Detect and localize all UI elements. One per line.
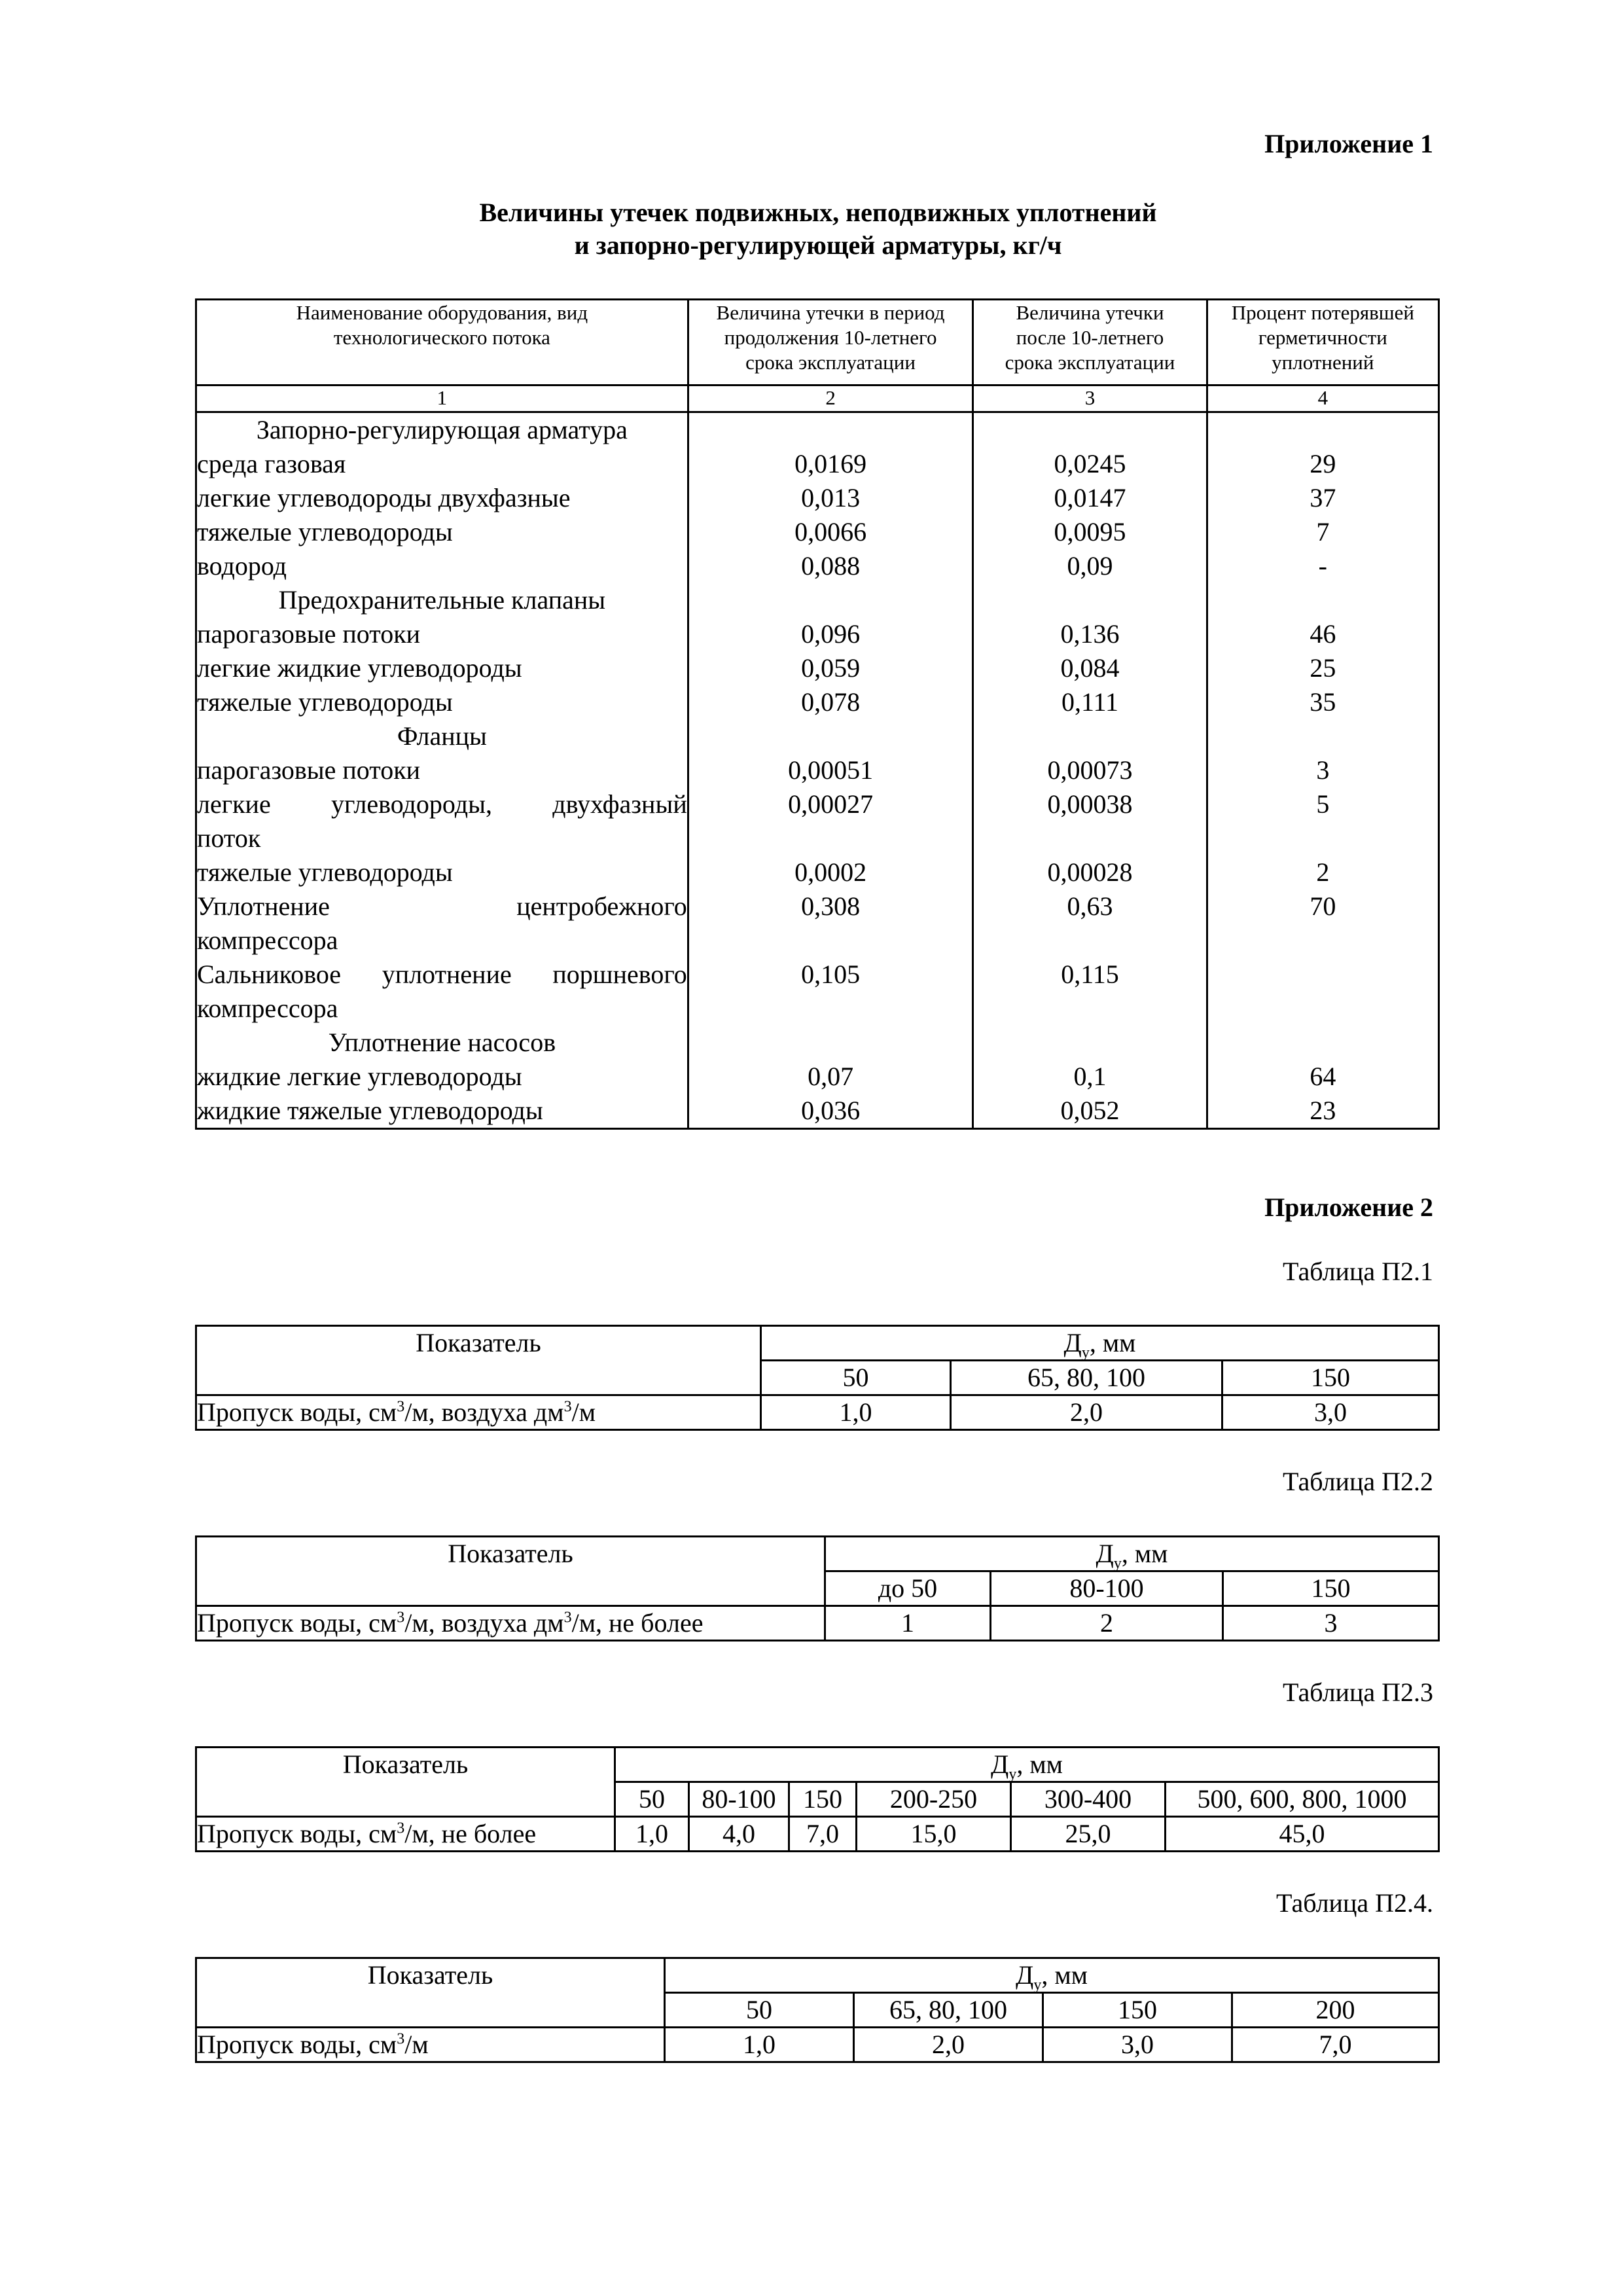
du-letter: Д: [1016, 1960, 1034, 1990]
value-cell: 0,111: [1061, 687, 1119, 717]
value-cell: 4,0: [689, 1817, 789, 1852]
group-heading: Уплотнение насосов: [328, 1028, 556, 1057]
value-cell: 70: [1310, 891, 1336, 921]
wrap-spacer: [1208, 992, 1438, 1026]
value-cell: 0,00038: [1047, 789, 1133, 819]
du-subscript: у: [1113, 1555, 1122, 1572]
column-header: 150: [1043, 1993, 1232, 2028]
value-cell: 2: [1316, 857, 1330, 887]
value-cell: 1,0: [615, 1817, 689, 1852]
value-cell: 45,0: [1166, 1817, 1439, 1852]
leakage-table: [195, 298, 1440, 1130]
label-superscript: 3: [397, 1398, 405, 1416]
table-label: Таблица П2.4.: [1276, 1888, 1433, 1918]
header-line: срока эксплуатации: [1005, 351, 1175, 374]
row-name: водород: [197, 551, 287, 581]
appendix-2-title: Приложение 2: [1264, 1193, 1433, 1222]
column-header: 50: [761, 1361, 951, 1395]
value-cell: 1: [825, 1606, 991, 1641]
value-cell: 29: [1310, 449, 1336, 478]
table-p2-2: [195, 1535, 1440, 1641]
table-p2-3: [195, 1746, 1440, 1852]
du-letter: Д: [991, 1749, 1009, 1779]
column-header: 200-250: [857, 1782, 1011, 1817]
label-part: /м, не более: [404, 1819, 537, 1848]
label-part: /м: [571, 1397, 596, 1427]
header-line: Величина утечки: [1016, 301, 1164, 324]
row-name-line: [197, 787, 687, 821]
label-part: /м, воздуха дм: [404, 1608, 564, 1638]
header-line: технологического потока: [333, 326, 550, 349]
value-cell: 2,0: [854, 2028, 1043, 2062]
caption-line-2: и запорно-регулирующей арматуры, кг/ч: [574, 230, 1062, 260]
du-header: [665, 1958, 1439, 1993]
table-body: [196, 412, 1439, 1129]
value-cell: 3,0: [1043, 2028, 1232, 2062]
indicator-header: Показатель: [196, 1326, 761, 1395]
column-number: 3: [973, 386, 1207, 412]
value-cell: 0,00027: [788, 789, 874, 819]
du-unit: , мм: [1016, 1749, 1063, 1779]
wrap-spacer: [974, 992, 1205, 1026]
value-cell: 0,63: [1067, 891, 1113, 921]
value-cell: [1208, 583, 1438, 617]
value-cell: [1208, 413, 1438, 447]
row-label: [196, 1395, 761, 1430]
header-percent: [1207, 300, 1438, 386]
value-cell: 0,052: [1060, 1096, 1120, 1125]
header-line: после 10-летнего: [1016, 326, 1164, 349]
label-superscript: 3: [397, 1609, 405, 1626]
label-superscript: 3: [397, 1820, 405, 1837]
du-unit: , мм: [1121, 1539, 1168, 1568]
column-header: до 50: [825, 1571, 991, 1606]
wrap-spacer: [1208, 924, 1438, 958]
column-header: 150: [1223, 1571, 1439, 1606]
row-name: жидкие легкие углеводороды: [197, 1062, 522, 1091]
value-cell: -: [1318, 551, 1327, 581]
column-header: 150: [1222, 1361, 1439, 1395]
caption-line-1: Величины утечек подвижных, неподвижных уплотнений: [479, 198, 1157, 227]
wrap-spacer: [689, 992, 972, 1026]
value-cell: 0,084: [1060, 653, 1120, 683]
value-cell: 37: [1310, 483, 1336, 512]
header-line: Величина утечки в период: [716, 301, 945, 324]
header-line: Наименование оборудования, вид: [296, 301, 588, 324]
value-cell: 0,07: [808, 1062, 854, 1091]
row-name: парогазовые потоки: [197, 755, 421, 785]
wrap-spacer: [689, 821, 972, 855]
du-header: [615, 1748, 1439, 1782]
value-cell: [974, 1026, 1205, 1060]
label-superscript: 3: [563, 1398, 572, 1416]
wrap-spacer: [974, 924, 1205, 958]
label-part: /м: [404, 2030, 429, 2059]
value-cell: [974, 719, 1205, 753]
column-header: 50: [665, 1993, 854, 2028]
column-header: 80-100: [689, 1782, 789, 1817]
column-header: 50: [615, 1782, 689, 1817]
indicator-header: Показатель: [196, 1537, 825, 1606]
value-cell: 0,013: [801, 483, 861, 512]
du-unit: , мм: [1041, 1960, 1088, 1990]
label-part: /м, воздуха дм: [404, 1397, 564, 1427]
value-cell: 0,096: [801, 619, 861, 649]
column-header: 300-400: [1011, 1782, 1166, 1817]
value-cell: 5: [1316, 789, 1330, 819]
value-cell: 3,0: [1222, 1395, 1439, 1430]
value-cell: 2: [991, 1606, 1223, 1641]
du-letter: Д: [1063, 1328, 1082, 1357]
value-cell: 3: [1223, 1606, 1439, 1641]
row-name-line: [197, 889, 687, 924]
label-part: Пропуск воды, см: [197, 2030, 397, 2059]
value-cell: 25,0: [1011, 1817, 1166, 1852]
label-part: Пропуск воды, см: [197, 1608, 397, 1638]
value-cell: 0,0095: [1054, 517, 1126, 547]
header-line: Процент потерявшей: [1231, 301, 1414, 324]
leak-after-column: [973, 412, 1207, 1129]
row-name: парогазовые потоки: [197, 619, 421, 649]
word: поршневого: [552, 960, 687, 989]
column-number: 1: [196, 386, 688, 412]
word: Сальниковое: [197, 960, 342, 989]
row-name-line: компрессора: [197, 925, 338, 955]
row-name: легкие углеводороды двухфазные: [197, 483, 571, 512]
row-name: легкие жидкие углеводороды: [197, 653, 522, 683]
value-cell: 0,036: [801, 1096, 861, 1125]
label-superscript: 3: [397, 2030, 405, 2048]
value-cell: 0,105: [801, 960, 861, 989]
label-part: /м, не более: [571, 1608, 704, 1638]
value-cell: 25: [1310, 653, 1336, 683]
column-number: 4: [1207, 386, 1438, 412]
row-label: [196, 1817, 615, 1852]
word: легкие: [197, 789, 271, 819]
label-part: Пропуск воды, см: [197, 1819, 397, 1848]
value-cell: [689, 719, 972, 753]
leak-before-column: [688, 412, 973, 1129]
header-line: уплотнений: [1272, 351, 1374, 374]
label-superscript: 3: [563, 1609, 572, 1626]
group-heading: Фланцы: [397, 721, 487, 751]
table-p2-1: [195, 1325, 1440, 1431]
value-cell: 15,0: [857, 1817, 1011, 1852]
value-cell: 0,00073: [1047, 755, 1133, 785]
row-name-line: [197, 958, 687, 992]
value-cell: 0,078: [801, 687, 861, 717]
value-cell: 0,136: [1060, 619, 1120, 649]
wrap-spacer: [689, 924, 972, 958]
row-name-line: поток: [197, 823, 261, 853]
group-heading: Запорно-регулирующая арматура: [256, 415, 628, 444]
column-header: 80-100: [991, 1571, 1223, 1606]
header-row: [196, 300, 1439, 386]
du-subscript: у: [1033, 1977, 1042, 1994]
word: Уплотнение: [197, 891, 330, 921]
du-letter: Д: [1096, 1539, 1114, 1568]
du-unit: , мм: [1089, 1328, 1136, 1357]
word: центробежного: [516, 891, 687, 921]
row-name: жидкие тяжелые углеводороды: [197, 1096, 543, 1125]
value-cell: 64: [1310, 1062, 1336, 1091]
value-cell: 0,00051: [788, 755, 874, 785]
header-line: продолжения 10-летнего: [724, 326, 937, 349]
value-cell: 0,0066: [794, 517, 867, 547]
value-cell: 0,0169: [794, 449, 867, 478]
value-cell: [1208, 719, 1438, 753]
value-cell: 1,0: [665, 2028, 854, 2062]
appendix-1-title: Приложение 1: [1264, 129, 1433, 158]
word: двухфазный: [552, 789, 687, 819]
value-cell: 0,308: [801, 891, 861, 921]
percent-column: [1207, 412, 1438, 1129]
wrap-spacer: [974, 821, 1205, 855]
value-cell: 0,0147: [1054, 483, 1126, 512]
value-cell: 0,0245: [1054, 449, 1126, 478]
row-name: тяжелые углеводороды: [197, 687, 453, 717]
du-subscript: у: [1081, 1344, 1090, 1361]
value-cell: 1,0: [761, 1395, 951, 1430]
label-part: Пропуск воды, см: [197, 1397, 397, 1427]
table-p2-4: [195, 1957, 1440, 2063]
value-cell: 7: [1316, 517, 1330, 547]
value-cell: [689, 583, 972, 617]
column-number-row: [196, 386, 1439, 412]
value-cell: [689, 1026, 972, 1060]
value-cell: 0,09: [1067, 551, 1113, 581]
value-cell: 0,1: [1073, 1062, 1107, 1091]
value-cell: 23: [1310, 1096, 1336, 1125]
value-cell: 7,0: [1232, 2028, 1439, 2062]
row-name-wrapped: [197, 787, 687, 855]
table-label: Таблица П2.3: [1283, 1677, 1433, 1707]
value-cell: [974, 583, 1205, 617]
row-name-wrapped: [197, 889, 687, 958]
column-header: 150: [789, 1782, 857, 1817]
value-cell: 7,0: [789, 1817, 857, 1852]
value-cell: 0,0002: [794, 857, 867, 887]
header-line: герметичности: [1258, 326, 1387, 349]
word: углеводороды,: [330, 789, 492, 819]
indicator-header: Показатель: [196, 1958, 665, 2028]
names-column: [196, 412, 688, 1129]
row-label: [196, 2028, 665, 2062]
value-cell: 0,00028: [1047, 857, 1133, 887]
value-cell: [689, 413, 972, 447]
column-header: 500, 600, 800, 1000: [1166, 1782, 1439, 1817]
row-name: среда газовая: [197, 449, 346, 478]
header-equipment: [196, 300, 688, 386]
value-cell: 0,059: [801, 653, 861, 683]
header-line: срока эксплуатации: [745, 351, 916, 374]
value-cell: [1208, 958, 1438, 992]
row-name-line: компрессора: [197, 994, 338, 1023]
word: уплотнение: [382, 960, 512, 989]
value-cell: 3: [1316, 755, 1330, 785]
column-header: 65, 80, 100: [951, 1361, 1222, 1395]
group-heading: Предохранительные клапаны: [278, 585, 606, 615]
indicator-header: Показатель: [196, 1748, 615, 1817]
value-cell: 0,115: [1061, 960, 1119, 989]
value-cell: 35: [1310, 687, 1336, 717]
header-leak-after: [973, 300, 1207, 386]
column-header: 65, 80, 100: [854, 1993, 1043, 2028]
column-number: 2: [688, 386, 973, 412]
value-cell: 0,088: [801, 551, 861, 581]
value-cell: [974, 413, 1205, 447]
row-name: тяжелые углеводороды: [197, 857, 453, 887]
header-leak-before: [688, 300, 973, 386]
value-cell: 46: [1310, 619, 1336, 649]
value-cell: 2,0: [951, 1395, 1222, 1430]
wrap-spacer: [1208, 821, 1438, 855]
row-label: [196, 1606, 825, 1641]
row-name-wrapped: [197, 958, 687, 1026]
du-header: [825, 1537, 1439, 1571]
table-caption: [196, 196, 1440, 262]
table-label: Таблица П2.2: [1283, 1467, 1433, 1496]
column-header: 200: [1232, 1993, 1439, 2028]
row-name: тяжелые углеводороды: [197, 517, 453, 547]
du-header: [761, 1326, 1439, 1361]
table-label: Таблица П2.1: [1283, 1257, 1433, 1286]
value-cell: [1208, 1026, 1438, 1060]
du-subscript: у: [1008, 1766, 1017, 1783]
